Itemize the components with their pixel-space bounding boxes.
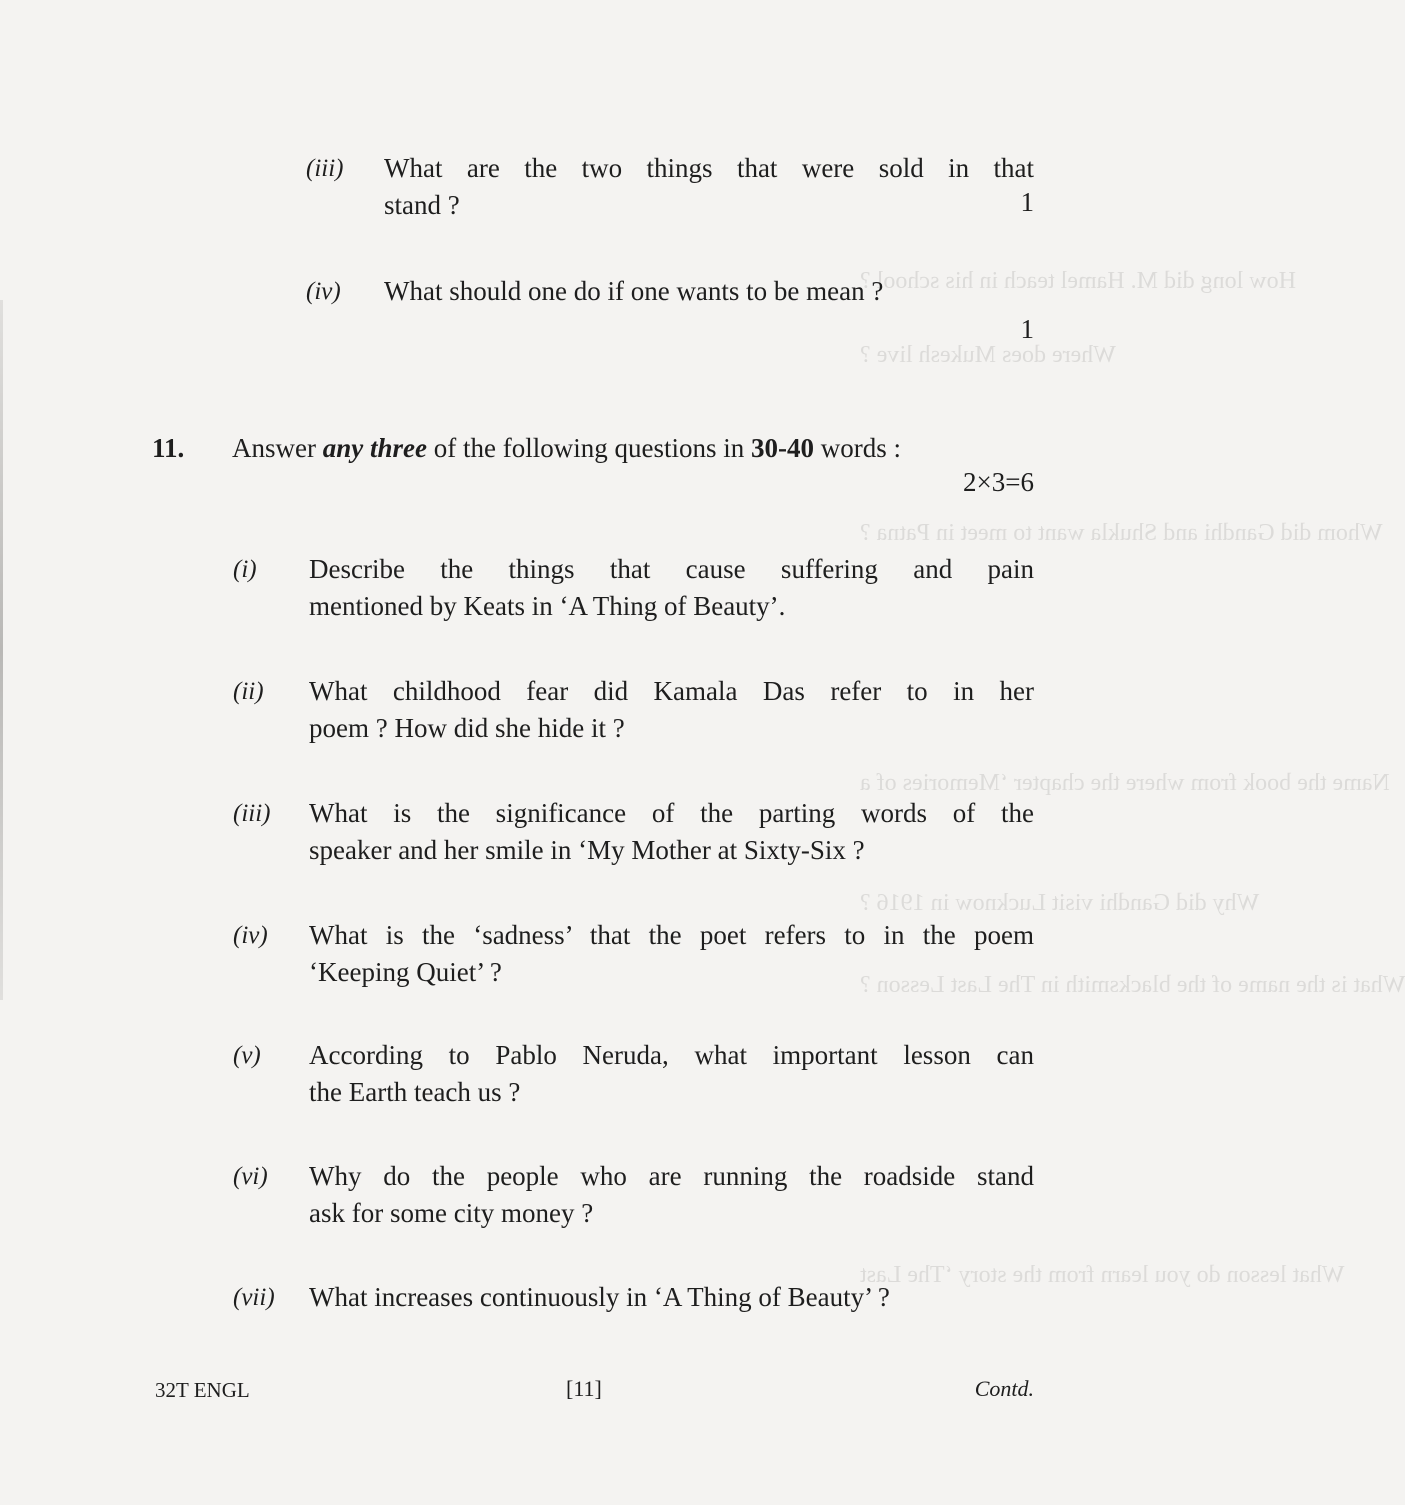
- subquestion-text: speaker and her smile in ‘My Mother at Sixty-Six ?: [309, 835, 865, 865]
- question-text: stand ?: [384, 190, 460, 220]
- bleed-through-text: How long did M. Hamel teach in his school ?: [860, 268, 1296, 294]
- bleed-through-text: Why did Gandhi visit Lucknow in 1916 ?: [860, 890, 1260, 916]
- subquestion-text: What is the ‘sadness’ that the poet refers to in the poem: [309, 920, 1034, 950]
- subquestion-text: Why do the people who are running the roadside stand: [309, 1161, 1034, 1191]
- subquestion-text: ask for some city money ?: [309, 1198, 594, 1228]
- bleed-through-text: Where does Mukesh live ?: [860, 342, 1116, 368]
- bleed-through-text: Name the book from where the chapter ‘Memories of a: [860, 770, 1390, 796]
- subquestion-number: (i): [233, 556, 257, 583]
- subquestion-text: poem ? How did she hide it ?: [309, 713, 625, 743]
- subquestion-text: What increases continuously in ‘A Thing of Beauty’ ?: [309, 1282, 890, 1312]
- question-text: What should one do if one wants to be mean ?: [384, 276, 884, 306]
- question-number: (iv): [306, 278, 341, 305]
- bleed-through-text: What is the name of the blacksmith in The Last Lesson ?: [860, 972, 1405, 998]
- question-number: (iii): [306, 155, 344, 182]
- page-number: [11]: [566, 1376, 602, 1401]
- subquestion-number: (v): [233, 1042, 261, 1069]
- question-marks: 2×3=6: [963, 467, 1034, 497]
- subquestion-number: (iv): [233, 922, 268, 949]
- subquestion-number: (vi): [233, 1163, 268, 1190]
- subquestion-text: mentioned by Keats in ‘A Thing of Beauty’.: [309, 591, 786, 621]
- subquestion-text: What is the significance of the parting words of the: [309, 798, 1034, 828]
- bleed-through-text: Whom did Gandhi and Shukla want to meet in Patna ?: [860, 520, 1383, 546]
- question-instruction: Answer any three of the following questions in 30-40 words :: [232, 433, 901, 463]
- subquestion-number: (iii): [233, 800, 271, 827]
- page-edge-shadow: [0, 300, 3, 1000]
- question-marks: 1: [1020, 314, 1034, 344]
- paper-code: 32T ENGL: [155, 1378, 250, 1402]
- bleed-through-text: What lesson do you learn from the story ‘The Last: [860, 1262, 1345, 1288]
- continued-label: Contd.: [974, 1376, 1034, 1401]
- subquestion-text: Describe the things that cause suffering and pain: [309, 554, 1034, 584]
- subquestion-number: (vii): [233, 1284, 275, 1311]
- question-text: What are the two things that were sold in that: [384, 153, 1034, 183]
- question-marks: 1: [1020, 187, 1034, 217]
- subquestion-text: According to Pablo Neruda, what important lesson can: [309, 1040, 1034, 1070]
- subquestion-text: the Earth teach us ?: [309, 1077, 521, 1107]
- subquestion-text: ‘Keeping Quiet’ ?: [309, 957, 502, 987]
- question-number: 11.: [152, 433, 185, 463]
- subquestion-number: (ii): [233, 678, 264, 705]
- subquestion-text: What childhood fear did Kamala Das refer to in her: [309, 676, 1034, 706]
